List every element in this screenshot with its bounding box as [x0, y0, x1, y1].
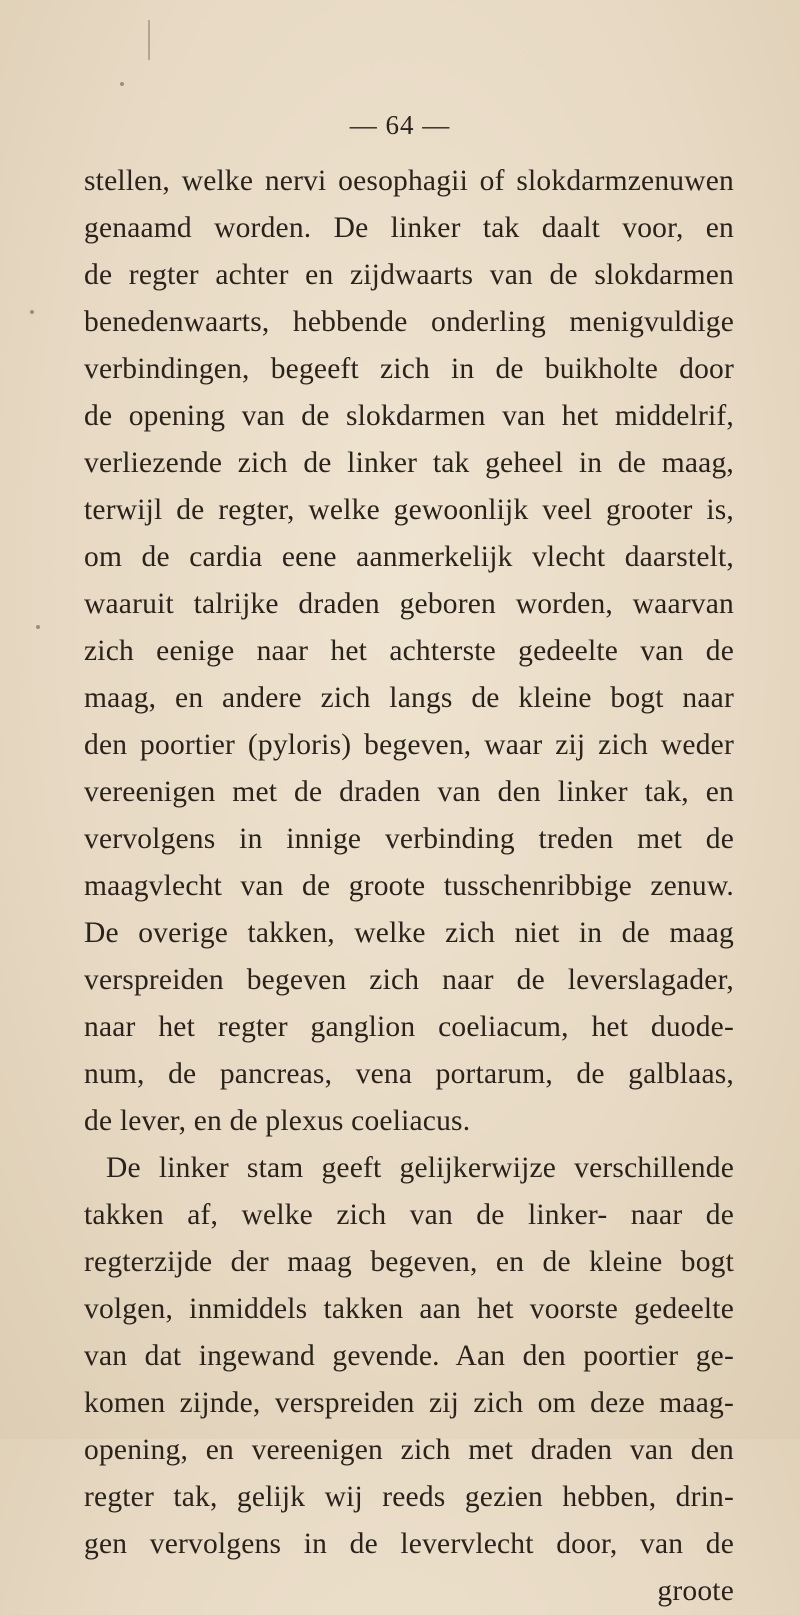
- text-line: vereenigen met de draden van den linker tak, en: [84, 776, 734, 808]
- text-line: terwijl de regter, welke gewoonlijk veel grooter is,: [84, 494, 734, 526]
- text-line: om de cardia eene aanmerkelijk vlecht daarstelt,: [84, 541, 734, 573]
- catchword: groote: [657, 1575, 734, 1607]
- paper-speck: [120, 82, 124, 86]
- text-line: maag, en andere zich langs de kleine bogt naar: [84, 682, 734, 714]
- text-line: benedenwaarts, hebbende onderling menigvuldige: [84, 306, 734, 338]
- text-line: vervolgens in innige verbinding treden met de: [84, 823, 734, 855]
- text-line: volgen, inmiddels takken aan het voorste gedeelte: [84, 1293, 734, 1325]
- text-line: maagvlecht van de groote tusschenribbige zenuw.: [84, 870, 734, 902]
- text-line: den poortier (pyloris) begeven, waar zij zich weder: [84, 729, 734, 761]
- text-line: num, de pancreas, vena portarum, de galblaas,: [84, 1058, 734, 1090]
- text-line: regterzijde der maag begeven, en de kleine bogt: [84, 1246, 734, 1278]
- text-line: De linker stam geeft gelijkerwijze verschillende: [106, 1152, 734, 1184]
- text-line: komen zijnde, verspreiden zij zich om deze maag-: [84, 1387, 734, 1419]
- text-line: stellen, welke nervi oesophagii of slokdarmzenuwen: [84, 165, 734, 197]
- text-line: opening, en vereenigen zich met draden van den: [84, 1434, 734, 1466]
- text-line: De overige takken, welke zich niet in de maag: [84, 917, 734, 949]
- text-line: takken af, welke zich van de linker- naar de: [84, 1199, 734, 1231]
- page-number: — 64 —: [349, 110, 451, 140]
- paper-speck: [36, 625, 40, 629]
- text-line: verliezende zich de linker tak geheel in de maag,: [84, 447, 734, 479]
- text-line: zich eenige naar het achterste gedeelte van de: [84, 635, 734, 667]
- paper-mark: [148, 20, 150, 60]
- body-text: [84, 158, 734, 1615]
- text-line: genaamd worden. De linker tak daalt voor, en: [84, 212, 734, 244]
- text-line: verspreiden begeven zich naar de leverslagader,: [84, 964, 734, 996]
- text-line: van dat ingewand gevende. Aan den poortier ge-: [84, 1340, 734, 1372]
- text-line: de regter achter en zijdwaarts van de slokdarmen: [84, 259, 734, 291]
- paper-speck: [30, 310, 34, 314]
- text-line: regter tak, gelijk wij reeds gezien hebben, drin-: [84, 1481, 734, 1513]
- text-line: de opening van de slokdarmen van het middelrif,: [84, 400, 734, 432]
- text-line: de lever, en de plexus coeliacus.: [84, 1105, 471, 1137]
- text-line: verbindingen, begeeft zich in de buikholte door: [84, 353, 734, 385]
- text-line: gen vervolgens in de levervlecht door, van de: [84, 1528, 734, 1560]
- text-line: naar het regter ganglion coeliacum, het duode-: [84, 1011, 734, 1043]
- text-line: waaruit talrijke draden geboren worden, waarvan: [84, 588, 734, 620]
